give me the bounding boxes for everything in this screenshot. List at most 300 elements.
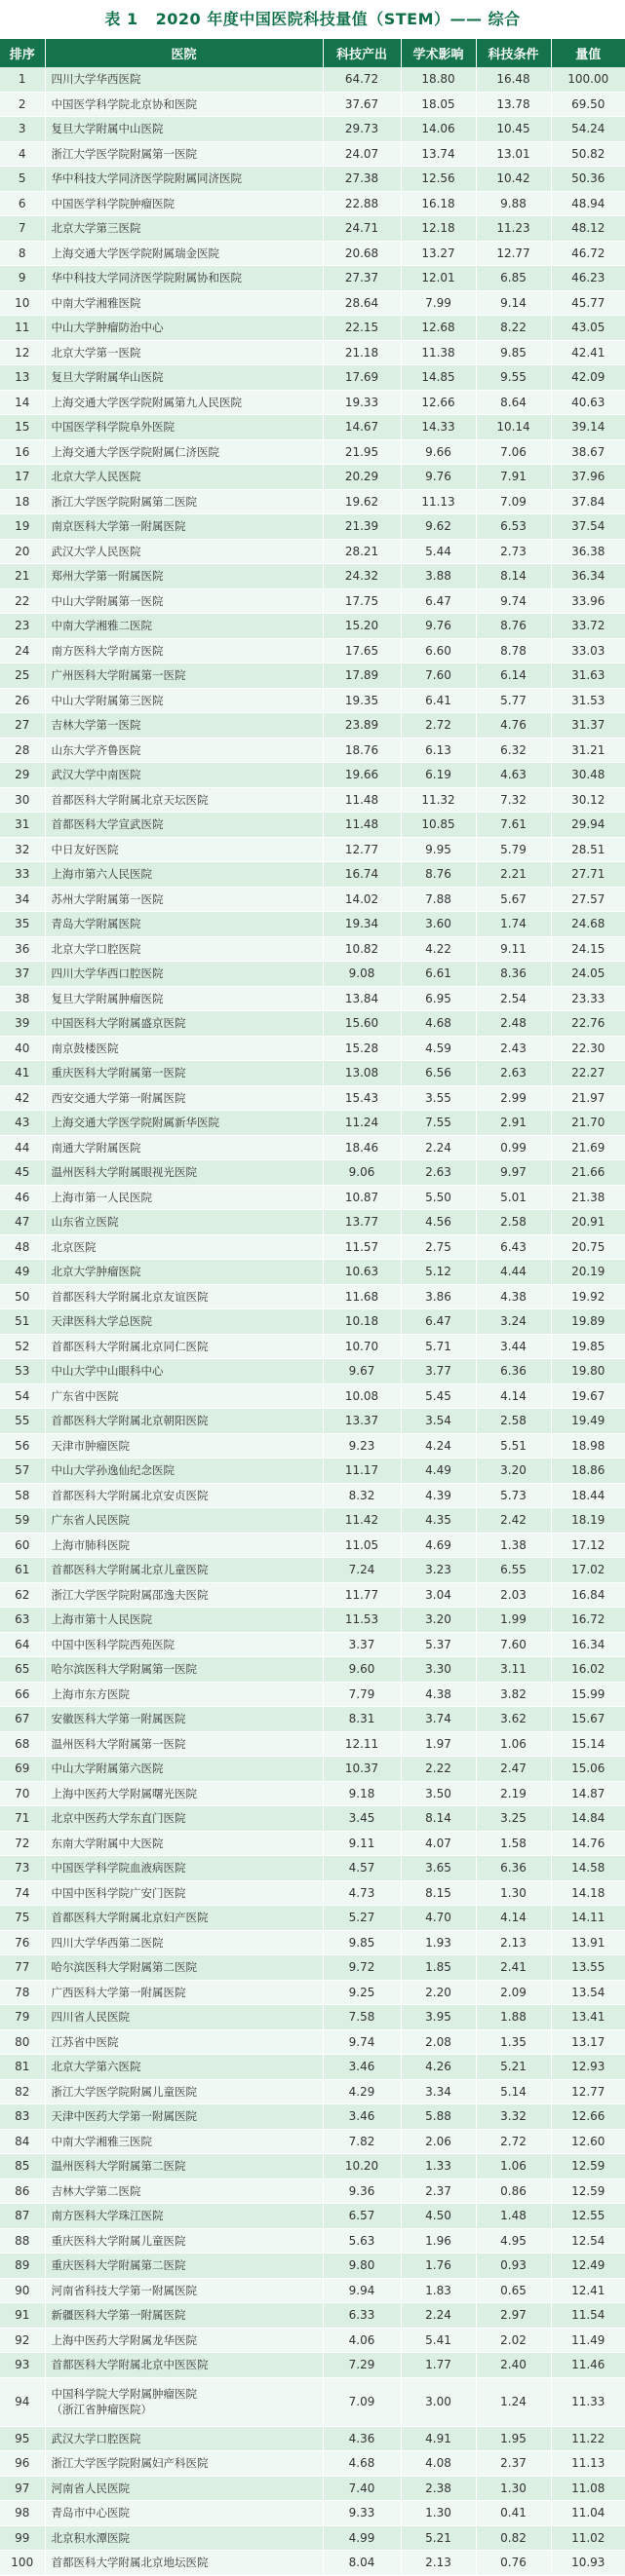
cell-value: 21.69	[551, 1135, 625, 1160]
cell-hospital: 南京鼓楼医院	[45, 1036, 323, 1061]
cell-output: 14.67	[323, 415, 401, 440]
cell-rank: 97	[0, 2476, 45, 2501]
cell-value: 14.76	[551, 1831, 625, 1856]
table-row	[0, 962, 625, 987]
cell-output: 10.08	[323, 1383, 401, 1409]
cell-hospital: 山东省立医院	[45, 1210, 323, 1235]
cell-output: 18.46	[323, 1135, 401, 1160]
cell-condition: 1.30	[476, 1880, 551, 1906]
cell-rank: 25	[0, 663, 45, 689]
cell-output: 17.69	[323, 365, 401, 391]
cell-hospital: 广西医科大学第一附属医院	[45, 1980, 323, 2005]
table-row	[0, 1260, 625, 1285]
cell-impact: 2.75	[401, 1234, 476, 1260]
table-row	[0, 241, 625, 266]
cell-impact: 9.95	[401, 837, 476, 862]
cell-hospital: 北京大学人民医院	[45, 465, 323, 490]
cell-impact: 5.71	[401, 1334, 476, 1359]
cell-impact: 2.06	[401, 2129, 476, 2154]
cell-hospital: 上海市第十人民医院	[45, 1608, 323, 1633]
cell-value: 12.41	[551, 2278, 625, 2303]
cell-output: 7.40	[323, 2476, 401, 2501]
cell-impact: 3.77	[401, 1359, 476, 1384]
cell-impact: 6.13	[401, 738, 476, 763]
cell-hospital: 上海交通大学医学院附属第九人民医院	[45, 390, 323, 415]
cell-condition: 5.14	[476, 2079, 551, 2104]
cell-output: 18.76	[323, 738, 401, 763]
cell-output: 14.02	[323, 887, 401, 912]
cell-hospital: 首都医科大学附属北京天坛医院	[45, 787, 323, 813]
table-row	[0, 1036, 625, 1061]
table-row	[0, 837, 625, 862]
cell-rank: 27	[0, 713, 45, 739]
cell-output: 15.60	[323, 1011, 401, 1037]
cell-impact: 3.00	[401, 2377, 476, 2426]
cell-value: 12.59	[551, 2178, 625, 2204]
table-row	[0, 1856, 625, 1881]
table-row	[0, 2353, 625, 2378]
cell-hospital: 中日友好医院	[45, 837, 323, 862]
cell-condition: 4.14	[476, 1906, 551, 1931]
table-row	[0, 1111, 625, 1136]
table-row	[0, 1955, 625, 1981]
cell-value: 18.44	[551, 1483, 625, 1508]
cell-output: 13.84	[323, 986, 401, 1011]
cell-hospital: 首都医科大学附属北京地坛医院	[45, 2551, 323, 2576]
cell-impact: 3.88	[401, 564, 476, 589]
table-row	[0, 2129, 625, 2154]
table-row	[0, 1906, 625, 1931]
cell-value: 16.84	[551, 1582, 625, 1608]
cell-condition: 13.78	[476, 92, 551, 117]
cell-output: 11.68	[323, 1284, 401, 1309]
table-row	[0, 1334, 625, 1359]
table-row	[0, 1657, 625, 1683]
cell-value: 19.67	[551, 1383, 625, 1409]
cell-impact: 4.22	[401, 936, 476, 962]
cell-condition: 8.76	[476, 614, 551, 639]
cell-rank: 75	[0, 1906, 45, 1931]
cell-condition: 11.23	[476, 216, 551, 242]
cell-output: 24.71	[323, 216, 401, 242]
cell-condition: 3.82	[476, 1682, 551, 1707]
cell-value: 100.00	[551, 67, 625, 92]
col-header-condition: 科技条件	[476, 39, 551, 67]
cell-output: 7.29	[323, 2353, 401, 2378]
cell-condition: 1.74	[476, 912, 551, 937]
cell-output: 9.06	[323, 1160, 401, 1186]
table-row	[0, 2451, 625, 2477]
cell-impact: 4.24	[401, 1433, 476, 1458]
cell-hospital: 南京医科大学第一附属医院	[45, 514, 323, 540]
table-row	[0, 266, 625, 291]
cell-value: 46.72	[551, 241, 625, 266]
cell-condition: 2.54	[476, 986, 551, 1011]
cell-condition: 2.91	[476, 1111, 551, 1136]
table-row	[0, 1234, 625, 1260]
col-header-hospital: 医院	[45, 39, 323, 67]
cell-impact: 5.45	[401, 1383, 476, 1409]
cell-output: 17.89	[323, 663, 401, 689]
cell-value: 13.55	[551, 1955, 625, 1981]
table-row	[0, 1210, 625, 1235]
table-row	[0, 1433, 625, 1458]
cell-hospital: 四川大学华西医院	[45, 67, 323, 92]
cell-rank: 93	[0, 2353, 45, 2378]
cell-impact: 1.97	[401, 1731, 476, 1757]
table-row	[0, 2328, 625, 2353]
cell-rank: 15	[0, 415, 45, 440]
cell-condition: 5.73	[476, 1483, 551, 1508]
cell-rank: 72	[0, 1831, 45, 1856]
cell-impact: 9.62	[401, 514, 476, 540]
cell-condition: 8.64	[476, 390, 551, 415]
cell-output: 3.46	[323, 2104, 401, 2130]
cell-output: 11.17	[323, 1458, 401, 1484]
cell-condition: 5.01	[476, 1185, 551, 1210]
cell-value: 24.05	[551, 962, 625, 987]
cell-impact: 12.56	[401, 167, 476, 192]
cell-rank: 38	[0, 986, 45, 1011]
cell-value: 22.27	[551, 1061, 625, 1086]
table-row	[0, 936, 625, 962]
cell-rank: 54	[0, 1383, 45, 1409]
cell-output: 12.77	[323, 837, 401, 862]
cell-rank: 32	[0, 837, 45, 862]
cell-rank: 21	[0, 564, 45, 589]
cell-output: 8.04	[323, 2551, 401, 2576]
cell-condition: 2.03	[476, 1582, 551, 1608]
cell-impact: 7.60	[401, 663, 476, 689]
cell-impact: 4.56	[401, 1210, 476, 1235]
cell-condition: 2.40	[476, 2353, 551, 2378]
cell-output: 15.20	[323, 614, 401, 639]
table-row	[0, 2278, 625, 2303]
cell-value: 21.38	[551, 1185, 625, 1210]
cell-value: 30.12	[551, 787, 625, 813]
cell-condition: 9.74	[476, 588, 551, 614]
cell-hospital: 东南大学附属中大医院	[45, 1831, 323, 1856]
cell-condition: 9.85	[476, 340, 551, 365]
cell-impact: 3.30	[401, 1657, 476, 1683]
table-row	[0, 1508, 625, 1534]
table-row	[0, 1011, 625, 1037]
table-row	[0, 986, 625, 1011]
cell-condition: 9.55	[476, 365, 551, 391]
cell-value: 40.63	[551, 390, 625, 415]
cell-hospital: 江苏省中医院	[45, 2029, 323, 2055]
cell-hospital: 上海交通大学医学院附属仁济医院	[45, 439, 323, 465]
cell-hospital: 中国中医科学院广安门医院	[45, 1880, 323, 1906]
cell-condition: 4.95	[476, 2228, 551, 2254]
cell-value: 39.14	[551, 415, 625, 440]
cell-hospital: 中山大学附属第六医院	[45, 1757, 323, 1782]
cell-condition: 0.99	[476, 1135, 551, 1160]
cell-impact: 5.37	[401, 1632, 476, 1657]
cell-value: 15.67	[551, 1707, 625, 1732]
cell-impact: 1.77	[401, 2353, 476, 2378]
cell-value: 14.58	[551, 1856, 625, 1881]
cell-impact: 5.44	[401, 539, 476, 564]
cell-hospital: 中南大学湘雅二医院	[45, 614, 323, 639]
cell-hospital: 安徽医科大学第一附属医院	[45, 1707, 323, 1732]
table-row	[0, 1880, 625, 1906]
cell-impact: 4.59	[401, 1036, 476, 1061]
cell-output: 11.24	[323, 1111, 401, 1136]
cell-impact: 10.85	[401, 813, 476, 838]
cell-hospital: 首都医科大学附属北京中医医院	[45, 2353, 323, 2378]
table-row	[0, 2377, 625, 2426]
cell-condition: 0.41	[476, 2501, 551, 2526]
table-row	[0, 2476, 625, 2501]
cell-value: 21.97	[551, 1085, 625, 1111]
cell-impact: 18.05	[401, 92, 476, 117]
cell-impact: 14.85	[401, 365, 476, 391]
table-row	[0, 1757, 625, 1782]
cell-rank: 69	[0, 1757, 45, 1782]
cell-impact: 4.39	[401, 1483, 476, 1508]
table-row	[0, 1682, 625, 1707]
cell-output: 4.36	[323, 2426, 401, 2451]
table-row	[0, 738, 625, 763]
cell-rank: 42	[0, 1085, 45, 1111]
cell-hospital: 西安交通大学第一附属医院	[45, 1085, 323, 1111]
cell-hospital: 南方医科大学珠江医院	[45, 2204, 323, 2229]
cell-hospital: 复旦大学附属中山医院	[45, 117, 323, 142]
table-row	[0, 365, 625, 391]
cell-hospital: 中山大学肿瘤防治中心	[45, 316, 323, 341]
table-row	[0, 2303, 625, 2329]
table-row	[0, 67, 625, 92]
cell-rank: 19	[0, 514, 45, 540]
cell-output: 9.36	[323, 2178, 401, 2204]
cell-rank: 39	[0, 1011, 45, 1037]
cell-hospital: 河南省人民医院	[45, 2476, 323, 2501]
cell-value: 11.13	[551, 2451, 625, 2477]
cell-impact: 18.80	[401, 67, 476, 92]
cell-hospital: 天津中医药大学第一附属医院	[45, 2104, 323, 2130]
cell-value: 15.14	[551, 1731, 625, 1757]
cell-value: 27.71	[551, 862, 625, 888]
cell-condition: 6.55	[476, 1558, 551, 1583]
cell-rank: 33	[0, 862, 45, 888]
cell-rank: 60	[0, 1533, 45, 1558]
cell-impact: 4.35	[401, 1508, 476, 1534]
cell-value: 13.91	[551, 1930, 625, 1955]
cell-rank: 4	[0, 141, 45, 167]
cell-value: 19.89	[551, 1309, 625, 1335]
cell-rank: 92	[0, 2328, 45, 2353]
cell-hospital: 武汉大学口腔医院	[45, 2426, 323, 2451]
cell-output: 5.63	[323, 2228, 401, 2254]
cell-rank: 82	[0, 2079, 45, 2104]
table-row	[0, 439, 625, 465]
cell-output: 21.39	[323, 514, 401, 540]
cell-output: 21.95	[323, 439, 401, 465]
cell-hospital: 青岛大学附属医院	[45, 912, 323, 937]
cell-value: 12.93	[551, 2055, 625, 2080]
cell-hospital: 广东省中医院	[45, 1383, 323, 1409]
cell-condition: 4.76	[476, 713, 551, 739]
cell-value: 14.18	[551, 1880, 625, 1906]
cell-value: 33.72	[551, 614, 625, 639]
cell-output: 16.74	[323, 862, 401, 888]
table-row	[0, 2228, 625, 2254]
cell-impact: 6.19	[401, 763, 476, 788]
cell-hospital: 上海市第一人民医院	[45, 1185, 323, 1210]
cell-hospital: 首都医科大学附属北京朝阳医院	[45, 1409, 323, 1434]
cell-condition: 8.36	[476, 962, 551, 987]
cell-condition: 2.63	[476, 1061, 551, 1086]
cell-output: 9.11	[323, 1831, 401, 1856]
table-row	[0, 2551, 625, 2576]
cell-hospital: 南方医科大学南方医院	[45, 638, 323, 663]
table-row	[0, 763, 625, 788]
cell-impact: 5.12	[401, 1260, 476, 1285]
cell-impact: 2.37	[401, 2178, 476, 2204]
table-row	[0, 1160, 625, 1186]
cell-hospital: 浙江大学医学院附属第一医院	[45, 141, 323, 167]
cell-impact: 4.38	[401, 1682, 476, 1707]
cell-impact: 6.60	[401, 638, 476, 663]
cell-condition: 2.02	[476, 2328, 551, 2353]
table-row	[0, 1185, 625, 1210]
table-number: 表 1	[104, 10, 138, 28]
cell-rank: 31	[0, 813, 45, 838]
cell-output: 27.38	[323, 167, 401, 192]
cell-output: 19.34	[323, 912, 401, 937]
table-row	[0, 912, 625, 937]
cell-condition: 5.21	[476, 2055, 551, 2080]
table-row	[0, 1806, 625, 1832]
cell-rank: 41	[0, 1061, 45, 1086]
cell-rank: 83	[0, 2104, 45, 2130]
cell-condition: 2.42	[476, 1508, 551, 1534]
table-row	[0, 1284, 625, 1309]
cell-impact: 5.41	[401, 2328, 476, 2353]
table-row	[0, 191, 625, 216]
cell-condition: 5.67	[476, 887, 551, 912]
cell-impact: 9.66	[401, 439, 476, 465]
cell-value: 36.38	[551, 539, 625, 564]
cell-impact: 4.26	[401, 2055, 476, 2080]
cell-condition: 2.47	[476, 1757, 551, 1782]
cell-output: 24.32	[323, 564, 401, 589]
table-row	[0, 340, 625, 365]
cell-output: 37.67	[323, 92, 401, 117]
cell-rank: 74	[0, 1880, 45, 1906]
table-row	[0, 1061, 625, 1086]
cell-output: 5.27	[323, 1906, 401, 1931]
cell-rank: 5	[0, 167, 45, 192]
cell-rank: 14	[0, 390, 45, 415]
table-row	[0, 1781, 625, 1806]
cell-value: 16.72	[551, 1608, 625, 1633]
cell-output: 19.33	[323, 390, 401, 415]
table-row	[0, 1980, 625, 2005]
cell-impact: 3.74	[401, 1707, 476, 1732]
cell-impact: 6.47	[401, 1309, 476, 1335]
cell-rank: 45	[0, 1160, 45, 1186]
cell-condition: 9.14	[476, 290, 551, 316]
table-row	[0, 514, 625, 540]
cell-hospital: 青岛市中心医院	[45, 2501, 323, 2526]
cell-value: 12.55	[551, 2204, 625, 2229]
table-row	[0, 2104, 625, 2130]
cell-condition: 3.20	[476, 1458, 551, 1484]
cell-condition: 10.42	[476, 167, 551, 192]
cell-value: 11.08	[551, 2476, 625, 2501]
cell-condition: 1.38	[476, 1533, 551, 1558]
cell-condition: 2.48	[476, 1011, 551, 1037]
table-body	[0, 67, 625, 2575]
cell-value: 20.75	[551, 1234, 625, 1260]
cell-value: 19.80	[551, 1359, 625, 1384]
cell-hospital: 吉林大学第一医院	[45, 713, 323, 739]
cell-hospital: 首都医科大学宣武医院	[45, 813, 323, 838]
cell-rank: 35	[0, 912, 45, 937]
cell-condition: 0.65	[476, 2278, 551, 2303]
cell-hospital: 北京积水潭医院	[45, 2525, 323, 2551]
cell-rank: 2	[0, 92, 45, 117]
cell-output: 21.18	[323, 340, 401, 365]
cell-value: 42.41	[551, 340, 625, 365]
table-row	[0, 787, 625, 813]
cell-value: 14.84	[551, 1806, 625, 1832]
cell-output: 6.33	[323, 2303, 401, 2329]
cell-output: 10.18	[323, 1309, 401, 1335]
cell-output: 4.29	[323, 2079, 401, 2104]
table-row	[0, 688, 625, 713]
table-row	[0, 2154, 625, 2179]
cell-condition: 8.14	[476, 564, 551, 589]
cell-output: 8.31	[323, 1707, 401, 1732]
cell-rank: 44	[0, 1135, 45, 1160]
cell-output: 9.94	[323, 2278, 401, 2303]
cell-condition: 2.41	[476, 1955, 551, 1981]
cell-condition: 1.06	[476, 1731, 551, 1757]
cell-value: 31.37	[551, 713, 625, 739]
cell-condition: 6.36	[476, 1359, 551, 1384]
cell-impact: 4.68	[401, 1011, 476, 1037]
cell-value: 17.02	[551, 1558, 625, 1583]
cell-rank: 34	[0, 887, 45, 912]
cell-output: 7.09	[323, 2377, 401, 2426]
cell-condition: 7.09	[476, 489, 551, 514]
cell-value: 37.54	[551, 514, 625, 540]
cell-value: 45.77	[551, 290, 625, 316]
cell-output: 19.62	[323, 489, 401, 514]
cell-output: 10.87	[323, 1185, 401, 1210]
cell-impact: 3.20	[401, 1608, 476, 1633]
table-row	[0, 638, 625, 663]
cell-rank: 56	[0, 1433, 45, 1458]
cell-impact: 3.50	[401, 1781, 476, 1806]
cell-rank: 70	[0, 1781, 45, 1806]
cell-condition: 2.99	[476, 1085, 551, 1111]
cell-condition: 1.30	[476, 2476, 551, 2501]
cell-impact: 2.63	[401, 1160, 476, 1186]
cell-hospital: 温州医科大学附属第二医院	[45, 2154, 323, 2179]
table-row	[0, 2501, 625, 2526]
cell-impact: 5.50	[401, 1185, 476, 1210]
cell-output: 12.11	[323, 1731, 401, 1757]
cell-value: 11.49	[551, 2328, 625, 2353]
cell-value: 30.48	[551, 763, 625, 788]
cell-impact: 12.18	[401, 216, 476, 242]
cell-impact: 9.76	[401, 614, 476, 639]
table-row	[0, 713, 625, 739]
